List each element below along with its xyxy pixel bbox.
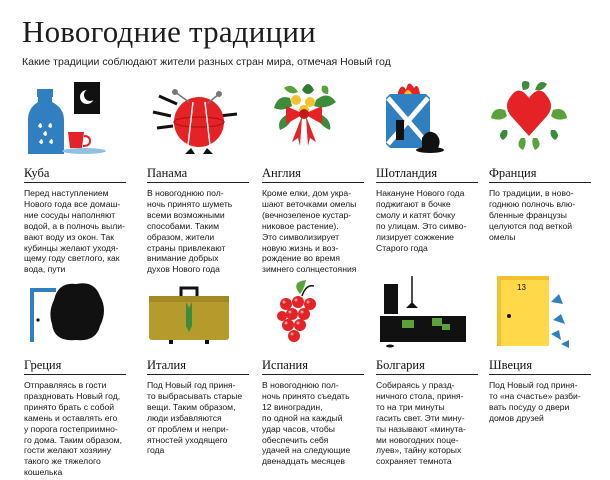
grapes-icon [262,274,364,354]
divider [24,374,126,375]
country-name: Испания [262,358,308,372]
door-number-13-icon [489,274,591,354]
suitcase-icon [147,274,249,354]
country-description: Перед наступлением Нового года все домаш- ние сосуды наполняют водой, а в полночь выли- вают воду из окон. Так кубинцы желают уходя- щему году светлого, как вода, пути [24,188,125,275]
country-description: Собираясь у празд- ничного стола, приня- то на три минуты гасить свет. Эти мину- ты называют «минута- ми новогодних поце- луев», тайну которых сохраняет темнота [376,380,466,467]
divider [489,374,591,375]
divider [376,374,478,375]
country-name: Италия [147,358,186,372]
country-name: Швеция [489,358,533,372]
water-jug-icon [24,80,126,160]
country-description: Кроме елки, дом укра- шают веточками омелы (вечнозеленое кустар- никовое растение). Это символизирует новую жизнь и воз- рождение во время зимнего солнцестояния [262,188,357,275]
burning-barrel-icon [376,80,478,160]
page-title: Новогодние традиции [22,14,316,49]
country-description: Под Новый год приня- то выбрасывать старые вещи. Таким образом, люди избавляются от проблем и непри- ятностей уходящего года [147,380,243,456]
country-name: Греция [24,358,62,372]
divider [489,182,591,183]
country-description: В новогоднюю пол- ночь принято съедать 12 виноградин, по одной на каждый удар часов, чтобы обеспечить себя удачей на следующие двенадцать месяцев [262,380,351,467]
country-name: Куба [24,166,50,180]
divider [376,182,478,183]
country-name: Панама [147,166,188,180]
divider [147,374,249,375]
noise-drum-icon [147,80,249,160]
divider [24,182,126,183]
dark-table-icon [376,274,478,354]
country-description: Отправляясь в гости праздновать Новый год, принято брать с собой камень и оставлять его у порога гостеприимно- го дома. Таким образом, гости желают хозяину такого же тяжелого кошелька [24,380,122,478]
divider [262,374,364,375]
country-name: Англия [262,166,301,180]
country-name: Шотландия [376,166,438,180]
mistletoe-heart-icon [489,80,591,160]
country-description: Под Новый год приня- то «на счастье» разби- вать посуду о двери домов друзей [489,380,581,423]
door-number: 13 [517,283,526,292]
divider [147,182,249,183]
stone-at-door-icon [24,274,126,354]
page-subtitle: Какие традиции соблюдают жители разных стран мира, отмечая Новый год [22,56,391,68]
country-description: В новогоднюю пол- ночь принято шуметь всеми возможными способами. Таким образом, жители страны привлекают внимание добрых духов Нового года [147,188,233,275]
mistletoe-icon [262,80,364,160]
country-name: Франция [489,166,537,180]
country-description: По традиции, в ново- годнюю полночь влю- бленные французы целуются под веткой омелы [489,188,576,242]
divider [262,182,364,183]
country-description: Накануне Нового года поджигают в бочке смолу и катят бочку по улицам. Это симво- лизирует сожжение Старого года [376,188,467,253]
country-name: Болгария [376,358,425,372]
